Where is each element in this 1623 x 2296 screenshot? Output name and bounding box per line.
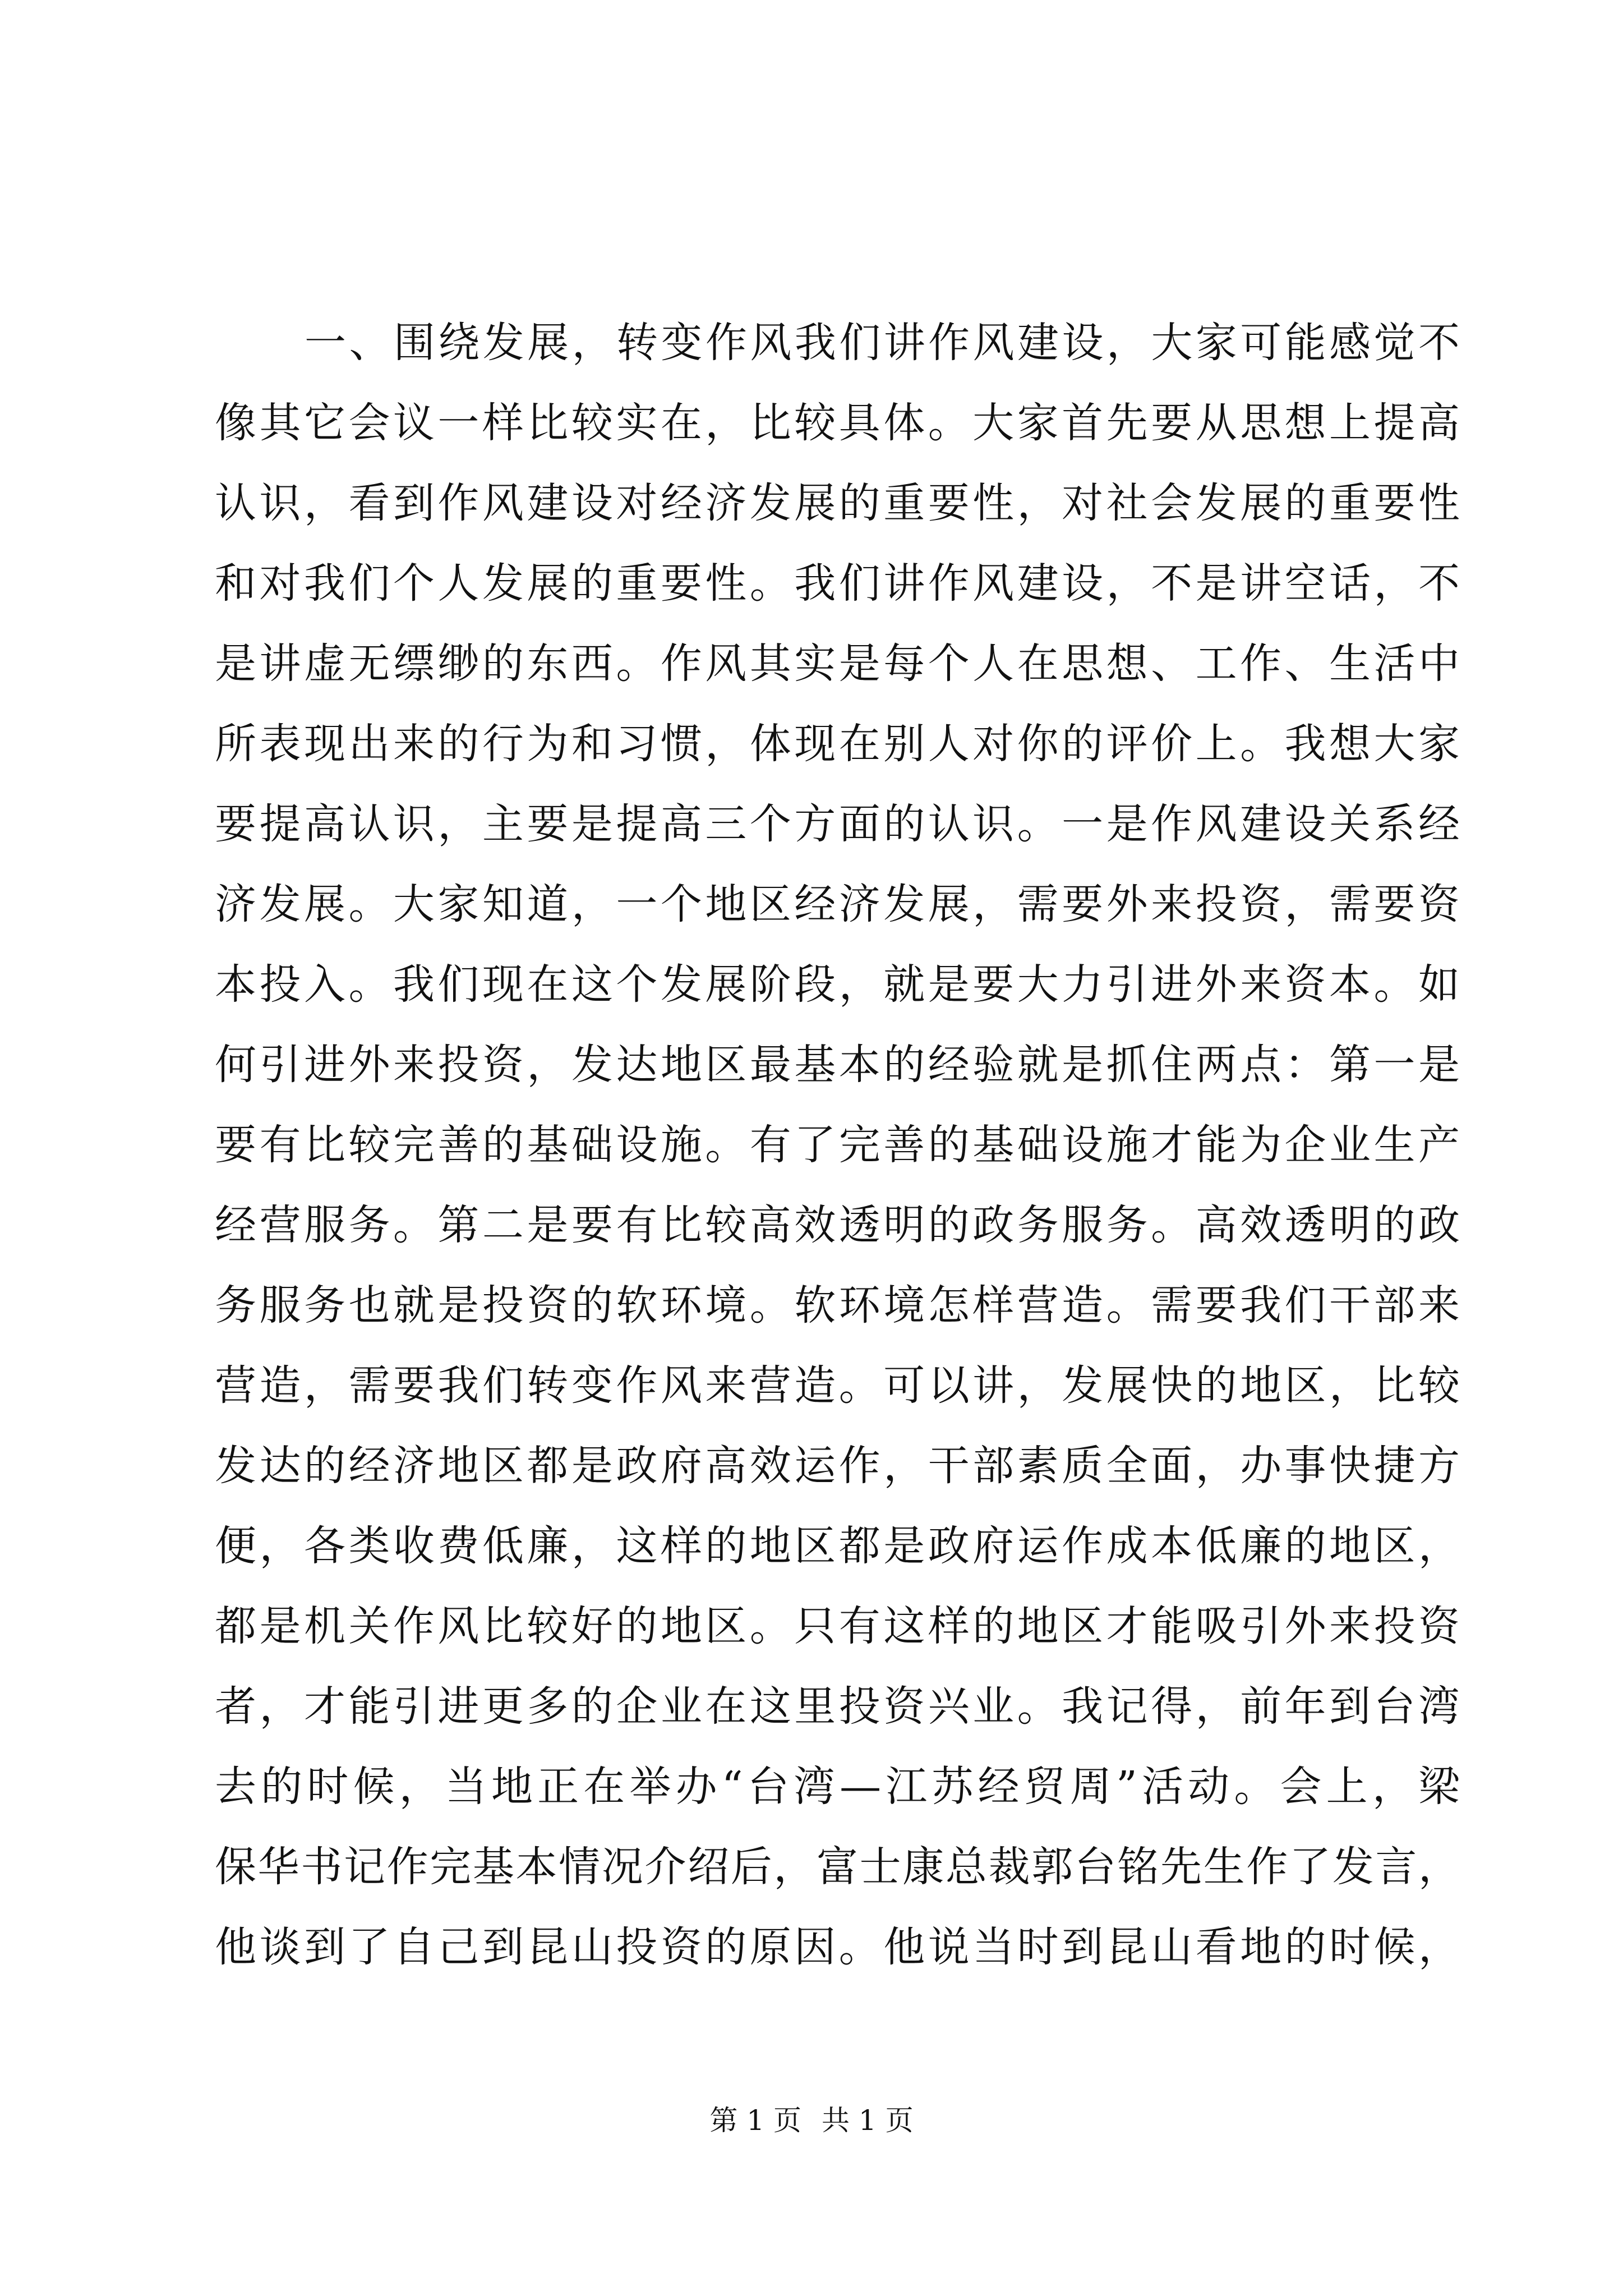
text-line-18: 者，才能引进更多的企业在这里投资兴业。我记得，前年到台湾 bbox=[215, 1682, 1460, 1731]
text-line-5: 是讲虚无缥缈的东西。作风其实是每个人在思想、工作、生活中 bbox=[215, 639, 1460, 688]
text-line-16: 便，各类收费低廉，这样的地区都是政府运作成本低廉的地区， bbox=[215, 1522, 1460, 1570]
text-line-10: 何引进外来投资，发达地区最基本的经验就是抓住两点：第一是 bbox=[215, 1041, 1460, 1089]
text-line-11: 要有比较完善的基础设施。有了完善的基础设施才能为企业生产 bbox=[215, 1121, 1460, 1169]
text-line-1: 一、围绕发展，转变作风我们讲作风建设，大家可能感觉不 bbox=[305, 319, 1460, 367]
text-line-13: 务服务也就是投资的软环境。软环境怎样营造。需要我们干部来 bbox=[215, 1281, 1460, 1329]
page-total: 共 1 页 bbox=[822, 2104, 914, 2137]
text-line-20: 保华书记作完基本情况介绍后，富士康总裁郭台铭先生作了发言， bbox=[215, 1843, 1460, 1891]
text-line-8: 济发展。大家知道，一个地区经济发展，需要外来投资，需要资 bbox=[215, 880, 1460, 928]
text-line-21: 他谈到了自己到昆山投资的原因。他说当时到昆山看地的时候， bbox=[215, 1923, 1460, 1971]
text-line-19: 去的时候，当地正在举办“台湾—江苏经贸周”活动。会上，梁 bbox=[215, 1763, 1460, 1811]
page-number: 第 1 页 bbox=[709, 2104, 801, 2137]
body-paragraph bbox=[215, 303, 1460, 1987]
text-line-12: 经营服务。第二是要有比较高效透明的政务服务。高效透明的政 bbox=[215, 1201, 1460, 1249]
text-line-14: 营造，需要我们转变作风来营造。可以讲，发展快的地区，比较 bbox=[215, 1361, 1460, 1410]
text-line-6: 所表现出来的行为和习惯，体现在别人对你的评价上。我想大家 bbox=[215, 720, 1460, 768]
text-line-15: 发达的经济地区都是政府高效运作，干部素质全面，办事快捷方 bbox=[215, 1442, 1460, 1490]
text-line-17: 都是机关作风比较好的地区。只有这样的地区才能吸引外来投资 bbox=[215, 1602, 1460, 1650]
page-footer bbox=[0, 2101, 1623, 2140]
text-line-7: 要提高认识，主要是提高三个方面的认识。一是作风建设关系经 bbox=[215, 800, 1460, 848]
text-line-9: 本投入。我们现在这个发展阶段，就是要大力引进外来资本。如 bbox=[215, 960, 1460, 1009]
text-line-3: 认识，看到作风建设对经济发展的重要性，对社会发展的重要性 bbox=[215, 479, 1460, 527]
text-line-2: 像其它会议一样比较实在，比较具体。大家首先要从思想上提高 bbox=[215, 399, 1460, 447]
text-line-4: 和对我们个人发展的重要性。我们讲作风建设，不是讲空话，不 bbox=[215, 559, 1460, 608]
